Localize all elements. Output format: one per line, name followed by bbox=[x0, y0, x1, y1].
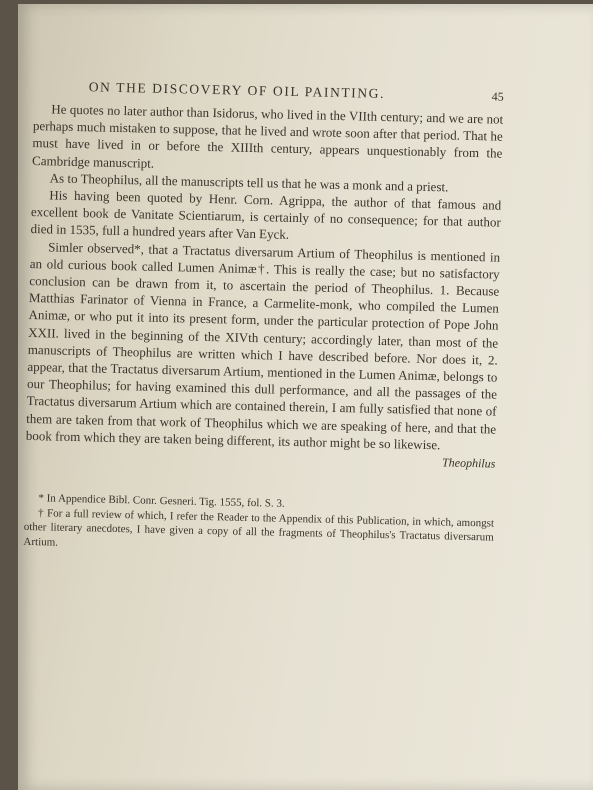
paragraph: As to Theophilus, all the manuscripts tell us that he was a monk and a priest. bbox=[49, 170, 449, 195]
running-title: ON THE DISCOVERY OF OIL PAINTING. bbox=[88, 79, 386, 101]
paragraph: He quotes no later author than Isidorus, who lived in the VIIth century; and we are not perhaps much mistaken to suppose, that he lived and wrote soon after that period. That he must have lived in or before the XIIIth century, appears unquestionably from the Cambridge manuscript. bbox=[31, 101, 504, 171]
footnote: † For a full review of which, I refer the Reader to the Appendix of this Publication, in which, amongst other literary anecdotes, I have given a copy of all the fragments of Theophilus's Tractatus diversarum Artium. bbox=[23, 506, 495, 549]
catchword: Theophilus bbox=[441, 455, 496, 471]
body-text bbox=[26, 100, 504, 455]
footnote: * In Appendice Bibl. Conr. Gesneri. Tig. 1555, fol. S. 3. bbox=[38, 492, 285, 510]
footnotes bbox=[23, 491, 494, 560]
paragraph: His having been quoted by Henr. Corn. Agrippa, the author of that famous and excellent book de Vanitate Scientiarum, is certainly of no consequence; for that author died in 1535, full a hundred years after Van Eyck. bbox=[30, 187, 502, 243]
book-page bbox=[18, 4, 593, 790]
paragraph: Simler observed*, that a Tractatus diversarum Artium of Theophilus is mentioned in an old curious book called Lumen Animæ†. This is really the case; but no satisfactory conclusion can be drawn from it, to ascertain the period of Theophilus. 1. Because Matthias Farinator of Vienna in France, a Carmelite-monk, who compiled the Lumen Animæ, or who put it into its present form, under the particular protection of Pope John XXII. lived in the beginning of the XIVth century; accordingly later, than most of the manuscripts of Theophilus are written which I have described before. Nor does it, 2. appear, that the Tractatus diversarum Artium, mentioned in the Lumen Animæ, belongs to our Theophilus; for having examined this dull performance, and all the passages of the Tractatus diversarum Artium which are contained therein, I am fully satisfied that none of them are taken from that work of Theophilus which we are speaking of here, and that the book from which they are taken being different, its author might be so likewise. bbox=[25, 238, 501, 453]
page-number: 45 bbox=[491, 89, 504, 104]
page-content bbox=[23, 78, 504, 560]
